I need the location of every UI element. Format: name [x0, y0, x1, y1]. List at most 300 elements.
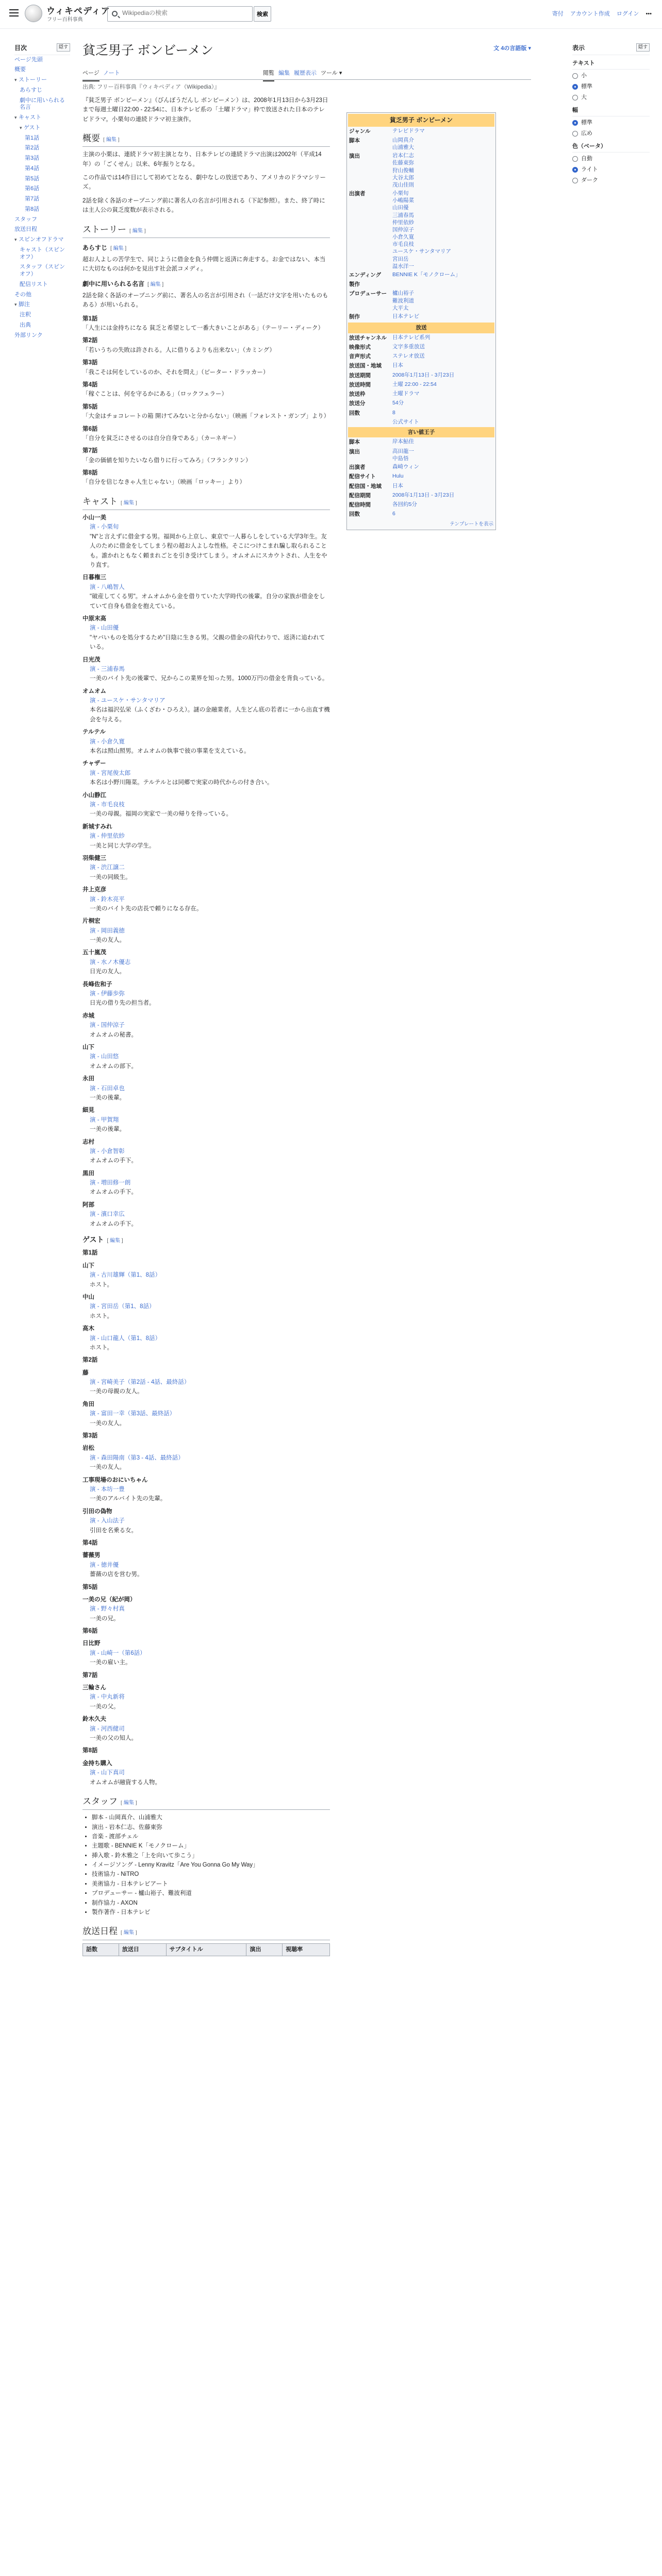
radio-option[interactable]	[572, 155, 650, 163]
toc-item-label: スピンオフドラマ	[19, 236, 64, 243]
section-title: 劇中に用いられる名言	[82, 280, 145, 287]
cast-actor[interactable]: 演 - 小倉久寛	[90, 738, 125, 745]
infobox-value	[392, 280, 493, 289]
cast-actor[interactable]: 演 - 三浦春馬	[90, 666, 125, 672]
infobox-row	[348, 389, 494, 399]
toc-item[interactable]	[14, 310, 70, 320]
infobox-value-item[interactable]: 山浦雅大	[392, 144, 414, 151]
cast-actor[interactable]: 演 - 増田修一朗	[90, 1180, 131, 1187]
toc-item-label: 第8話	[25, 206, 40, 212]
guest-episode: 第3話	[82, 1433, 98, 1439]
cast-description: 本名は照山照男。オムオムの執事で彼の事業を支えている。	[90, 748, 250, 755]
cast-description: 日光の借り先の担当者。	[90, 1000, 155, 1007]
guest-description: ホスト。	[90, 1344, 113, 1351]
infobox-value	[392, 381, 493, 389]
toc-item-label: 劇中に用いられる名言	[20, 97, 65, 111]
infobox-value-item[interactable]: 日本テレビ系列	[392, 334, 431, 341]
infobox-row	[348, 437, 494, 447]
infobox-value-item[interactable]: 佐藤東弥	[392, 160, 414, 166]
cast-actor[interactable]: 演 - 小栗旬	[90, 524, 119, 531]
section-title: 概要	[82, 133, 100, 143]
cast-actor[interactable]: 演 - 鈴木亮平	[90, 896, 125, 903]
cast-actor[interactable]: 演 - 小倉智彰	[90, 1148, 125, 1155]
infobox-row	[348, 270, 494, 280]
infobox-row	[348, 371, 494, 380]
radio-button[interactable]	[572, 73, 578, 79]
infobox-value-item[interactable]: 2008年1月13日 - 3月23日	[392, 492, 455, 498]
toc-item[interactable]	[14, 280, 70, 290]
guest-description: 薔薇の店を営む男。	[90, 1571, 143, 1578]
infobox-row	[348, 361, 494, 370]
donate-link[interactable]: 寄付	[552, 11, 564, 17]
cast-actor[interactable]: 演 - 石田卓也	[90, 1085, 125, 1092]
tab-tools[interactable]: ツール ▾	[321, 70, 342, 76]
cast-role: テルテル	[82, 729, 106, 736]
more-options-icon[interactable]: •••	[646, 11, 652, 17]
radio-option[interactable]	[572, 72, 650, 80]
guest-actor[interactable]: 演 - 中丸新将	[90, 1694, 125, 1701]
radio-option[interactable]	[572, 82, 650, 91]
infobox-title: 貧乏男子 ボンビーメン	[348, 114, 494, 127]
toc-item-label: ゲスト	[24, 124, 41, 131]
infobox-value-item[interactable]: 山岡真介	[392, 137, 414, 143]
infobox-value-item[interactable]: 森崎ウィン	[392, 463, 419, 470]
infobox-value-item[interactable]: 各回約5分	[392, 501, 417, 508]
section-staff-heading	[82, 1794, 330, 1810]
infobox-key: 回数	[349, 410, 360, 416]
infobox-section-broadcast: 放送	[348, 323, 494, 333]
toc-item[interactable]	[14, 113, 70, 123]
toc-item[interactable]	[14, 290, 70, 300]
toc-item[interactable]	[14, 55, 70, 65]
radio-button[interactable]	[572, 120, 578, 126]
section-synopsis-heading	[82, 243, 330, 253]
radio-option[interactable]	[572, 93, 650, 102]
overview-paragraph: この作品では14作目にして初めてとなる、劇中なしの放送であり、アメリカのドラマシリーズ。	[82, 174, 326, 191]
infobox-row	[348, 333, 494, 343]
infobox-value-item[interactable]: 8	[392, 409, 395, 416]
infobox-value-item[interactable]: 文字多重放送	[392, 343, 425, 350]
staff-item: • 美術協力 - 日本テレビアート	[92, 1879, 330, 1889]
toc-item[interactable]	[14, 96, 70, 113]
section-title: スタッフ	[82, 1796, 118, 1806]
main-cast-list	[82, 513, 330, 819]
toc-item-label: 外部リンク	[14, 332, 43, 338]
toc-item-label: 出典	[20, 321, 31, 328]
staff-item: • 挿入歌 - 鈴木雅之「上を向いて歩こう」	[92, 1851, 330, 1860]
infobox-key: 脚本	[349, 439, 360, 446]
section-title: あらすじ	[82, 244, 108, 251]
toc-item-label: 第4話	[25, 165, 40, 172]
guest-episode: 第1話	[82, 1250, 98, 1257]
chevron-down-icon[interactable]: ▾	[14, 77, 17, 83]
edit-section-link[interactable]: [ 編集 ]	[110, 245, 127, 251]
page-tabs	[82, 65, 531, 80]
infobox-value-item[interactable]: 三浦春馬	[392, 212, 414, 218]
cast-actor[interactable]: 演 - 国仲涼子	[90, 1022, 125, 1029]
cast-actor[interactable]: 演 - 市毛良枝	[90, 802, 125, 808]
infobox-value-item[interactable]: Hulu	[392, 473, 404, 480]
toc-item[interactable]	[14, 225, 70, 235]
site-title[interactable]: ウィキペディア	[46, 6, 110, 16]
login-link[interactable]: ログイン	[616, 11, 639, 17]
toc-item[interactable]	[14, 215, 70, 225]
toc-item[interactable]	[14, 164, 70, 174]
infobox-value-item[interactable]: 小倉久寛	[392, 234, 414, 241]
edit-section-link[interactable]: [ 編集 ]	[103, 137, 120, 143]
radio-button[interactable]	[572, 178, 578, 183]
guest-actor[interactable]: 演 - 入山法子	[90, 1518, 125, 1524]
cast-actor[interactable]: 演 - 仲里依紗	[90, 833, 125, 840]
search-icon	[112, 11, 118, 16]
toc-item-label: キャスト（スピンオフ）	[20, 246, 65, 260]
episode-quote: 「自分を貧乏にさせるのは自分自身である」（カーネギー）	[82, 435, 240, 442]
infobox-value-item[interactable]: 高田龍一	[392, 448, 414, 454]
infobox-value	[392, 313, 493, 321]
guest-actor[interactable]: 演 - 山口龍人（第1、8話）	[90, 1335, 161, 1342]
tab-edit[interactable]: 編集	[278, 70, 290, 76]
toc-item-label: 配信リスト	[20, 281, 48, 287]
cast-description: オムオムの秘書。	[90, 1031, 137, 1038]
infobox-value-item[interactable]: 2008年1月13日 - 3月23日	[392, 371, 455, 378]
cast-actor[interactable]: 演 - ユースケ・サンタマリア	[90, 698, 166, 704]
infobox-value-item[interactable]: 小嶋陽菜	[392, 197, 414, 204]
toc-item[interactable]	[14, 235, 70, 245]
toc-item[interactable]	[14, 65, 70, 75]
tab-page[interactable]: ページ	[82, 69, 100, 81]
edit-section-link[interactable]: [ 編集 ]	[121, 1800, 137, 1806]
guest-actor[interactable]: 演 - 富田一幸（第3話、最終話）	[90, 1411, 176, 1417]
main-content	[82, 41, 531, 1956]
cast-role: 赤城	[82, 1012, 94, 1019]
toc-item-label: 第6話	[25, 185, 40, 192]
cast-description: オムオムの手下。	[90, 1221, 137, 1227]
search-input[interactable]	[122, 9, 246, 16]
episode-label: 第4話	[82, 381, 98, 388]
table-header-cell: サブタイトル	[166, 1943, 246, 1956]
episode-quote: 「大金はチョコレートの箱 開けてみないと分からない」（映画「フォレスト・ガンプ」より）	[82, 413, 330, 420]
infobox-key: 放送チャンネル	[349, 334, 387, 341]
tab-talk[interactable]: ノート	[103, 70, 120, 76]
cast-role: 小山一美	[82, 515, 106, 521]
cast-description: 一美の同級生。	[90, 874, 131, 880]
language-button[interactable]: 文 4の言語版 ▾	[493, 45, 531, 52]
cast-actor[interactable]: 演 - 濱口幸広	[90, 1211, 125, 1218]
staff-item: • イメージソング - Lenny Kravitz「Are You Gonna Go My Way」	[92, 1860, 330, 1870]
infobox-spinoff-rows	[348, 437, 494, 519]
edit-section-link[interactable]: [ 編集 ]	[107, 1238, 123, 1244]
infobox-value-item[interactable]: 仲里依紗	[392, 219, 414, 226]
infobox-value	[392, 334, 493, 342]
cast-role: 細見	[82, 1107, 94, 1114]
tab-tools-label: ツール	[321, 70, 338, 76]
guest-role: 高木	[82, 1326, 94, 1332]
infobox-key: 配信サイト	[349, 473, 376, 480]
chevron-down-icon[interactable]: ▾	[14, 115, 17, 121]
infobox-value-item[interactable]: 岩本仁志	[392, 152, 414, 159]
infobox-value	[392, 271, 493, 279]
guest-actor[interactable]: 演 - 徳井優	[90, 1562, 119, 1568]
toc-item[interactable]	[14, 205, 70, 215]
infobox-value-item[interactable]: 日本テレビ	[392, 313, 420, 319]
guest-actor[interactable]: 演 - 山崎一（第6話）	[90, 1650, 146, 1656]
cast-actor[interactable]: 演 - 山田優	[90, 625, 119, 632]
search-box[interactable]	[107, 6, 253, 22]
guest-actor[interactable]: 演 - 山下真司	[90, 1770, 125, 1776]
guest-role: 角田	[82, 1401, 94, 1408]
guest-actor[interactable]: 演 - 森田陽南（第3 - 4話、最終話）	[90, 1454, 184, 1461]
radio-button[interactable]	[572, 156, 578, 162]
guest-description: 一美の友人。	[90, 1464, 125, 1471]
episode-quote: 「自分を信じなきゃ人生じゃない」（映画「ロッキー」より）	[82, 479, 246, 486]
cast-actor[interactable]: 演 - 宮尾俊太郎	[90, 770, 131, 776]
toc-item[interactable]	[14, 320, 70, 331]
infobox-value-item[interactable]: 宮田岳	[392, 256, 409, 262]
toc-item-label: 第5話	[25, 175, 40, 182]
infobox-row	[348, 280, 494, 289]
toc-item-label: キャスト	[19, 114, 41, 121]
appearance-hide-button[interactable]: 隠す	[636, 43, 650, 52]
infobox-value-item[interactable]: 山田優	[392, 205, 409, 211]
infobox-value-item[interactable]: 6	[392, 511, 395, 517]
guest-actor[interactable]: 演 - 河西健司	[90, 1725, 125, 1732]
edit-section-link[interactable]: [ 編集 ]	[121, 500, 137, 506]
cast-actor[interactable]: 演 - 伊藤歩弥	[90, 991, 125, 997]
cast-role: 羽柴健三	[82, 855, 106, 861]
guest-description: ホスト。	[90, 1313, 113, 1319]
infobox-value	[392, 152, 493, 189]
radio-option[interactable]	[572, 129, 650, 138]
infobox-value-item[interactable]: 市毛良枝	[392, 241, 414, 248]
guest-role: 岩松	[82, 1445, 94, 1452]
episode-quote-list	[82, 314, 330, 487]
cast-description: 一美の後輩。	[90, 1094, 125, 1101]
toc-item[interactable]	[14, 245, 70, 263]
infobox-value	[392, 343, 493, 351]
cast-description: 一美のバイト先の店長で頼りになる存在。	[90, 905, 203, 912]
cast-actor[interactable]: 演 - 岡田義徳	[90, 927, 125, 934]
infobox-key: 音声形式	[349, 353, 371, 360]
guest-actor[interactable]: 演 - 本坊一豊	[90, 1486, 125, 1493]
toc-item[interactable]	[14, 154, 70, 164]
staff-item: • 音楽 - 渡部チェル	[92, 1832, 330, 1841]
infobox-value-item[interactable]: ステレオ放送	[392, 353, 425, 360]
radio-label: 広め	[581, 130, 592, 137]
toc-item[interactable]	[14, 184, 70, 194]
cast-actor[interactable]: 演 - 水ノ木優志	[90, 959, 131, 965]
toc-item[interactable]	[14, 300, 70, 310]
toc-item[interactable]	[14, 331, 70, 341]
cast-actor[interactable]: 演 - 渋江譲二	[90, 865, 125, 871]
schedule-table	[82, 1943, 330, 1957]
infobox-key: 放送分	[349, 400, 366, 407]
infobox-value-item[interactable]: 54分	[392, 400, 404, 406]
infobox-value-item[interactable]: 日本	[392, 482, 403, 489]
infobox-key: 出演者	[349, 191, 366, 197]
section-cast-heading	[82, 495, 330, 510]
main-menu-icon[interactable]	[9, 9, 19, 16]
cast-role: 志村	[82, 1139, 94, 1145]
toc-item[interactable]	[14, 194, 70, 205]
radio-button[interactable]	[572, 95, 578, 100]
infobox-value	[392, 127, 493, 135]
tab-read[interactable]: 閲覧	[263, 69, 274, 81]
infobox-value-item[interactable]: ユースケ・サンタマリア	[392, 248, 452, 255]
infobox-value-item[interactable]: 大平太	[392, 304, 409, 311]
chevron-down-icon[interactable]: ▾	[20, 125, 22, 130]
cast-actor[interactable]: 演 - 八嶋智人	[90, 584, 125, 590]
guest-role: 藤	[82, 1369, 89, 1376]
cast-description: "破産してくる男"。オムオムから金を借りていた大学時代の後輩。自分の家族が借金をしていて自身も借金を抱えている。	[90, 594, 325, 609]
cast-description: 一美のバイト先の後輩で、兄からこの業界を知った男。1000万円の借金を背負っている。	[90, 675, 328, 682]
toc-hide-button[interactable]: 隠す	[57, 43, 70, 52]
infobox-row	[348, 418, 494, 426]
radio-button[interactable]	[572, 167, 578, 173]
article-body	[82, 96, 330, 1956]
infobox	[346, 112, 496, 530]
guest-cast-list	[82, 1248, 330, 1787]
guest-role: 工事現場のおにいちゃん	[82, 1477, 148, 1483]
infobox-value-item[interactable]: 狩山俊輔	[392, 167, 414, 174]
infobox-value-item[interactable]: 日本	[392, 362, 403, 369]
edit-section-link[interactable]: [ 編集 ]	[129, 228, 146, 234]
cast-role: 五十嵐茂	[82, 950, 106, 956]
toc-item[interactable]	[14, 174, 70, 184]
chevron-down-icon[interactable]: ▾	[14, 302, 17, 308]
toc-item[interactable]	[14, 133, 70, 144]
infobox-key: 配信国・地域	[349, 483, 382, 489]
toc-item[interactable]	[14, 262, 70, 280]
cast-description: 一美の友人。	[90, 937, 125, 944]
cast-description: 本名は福沢弘栄（ふくざわ・ひろえ）。謎の金融業者。人生どん底の若者に一から出直す機会を与える。	[90, 707, 330, 723]
infobox-value-item[interactable]: 難波利道	[392, 297, 414, 304]
infobox-row	[348, 399, 494, 408]
edit-section-link[interactable]: [ 編集 ]	[121, 1930, 137, 1936]
radio-label: 標準	[581, 119, 592, 126]
infobox-value-item[interactable]: 温水洋一	[392, 263, 414, 269]
toc-item-label: スタッフ	[14, 216, 37, 223]
infobox-key: 放送期間	[349, 372, 371, 379]
toc-item[interactable]	[14, 123, 70, 133]
guest-actor[interactable]: 演 - 宮田岳（第1、8話）	[90, 1303, 155, 1310]
cast-actor[interactable]: 演 - 甲賀翔	[90, 1116, 119, 1123]
infobox-value-item[interactable]: 茂山佳則	[392, 181, 414, 188]
cast-actor[interactable]: 演 - 山田悠	[90, 1054, 119, 1060]
guest-role: 中山	[82, 1294, 94, 1300]
cast-description: オムオムの手下。	[90, 1158, 137, 1164]
toc-item-label: 第2話	[25, 145, 40, 151]
edit-section-link[interactable]: [ 編集 ]	[147, 281, 164, 287]
appearance-title: 表示	[572, 44, 585, 52]
cast-role: 新城すみれ	[82, 823, 112, 830]
infobox-value-item[interactable]: 櫨山裕子	[392, 290, 414, 297]
infobox-value-item[interactable]: 土曜 22:00 - 22:54	[392, 381, 437, 387]
guest-actor[interactable]: 演 - 宮崎美子（第2話 - 4話、最終話）	[90, 1379, 190, 1386]
guest-role: 金持ち購入	[82, 1760, 112, 1767]
infobox-value-item[interactable]: 土曜ドラマ	[392, 391, 420, 397]
episode-label: 第7話	[82, 448, 98, 454]
chevron-down-icon[interactable]: ▾	[14, 237, 17, 243]
infobox-value-item[interactable]: 小栗旬	[392, 190, 409, 197]
guest-role: 山下	[82, 1262, 94, 1269]
section-guest-heading	[82, 1234, 330, 1245]
radio-button[interactable]	[572, 84, 578, 90]
cast-role: 井上克彦	[82, 887, 106, 893]
infobox-key: 放送枠	[349, 391, 366, 398]
text-size-options	[572, 72, 650, 102]
staff-item: • 技術協力 - NiTRO	[92, 1870, 330, 1879]
staff-list	[82, 1813, 330, 1917]
infobox-value-item[interactable]: 国仲涼子	[392, 226, 414, 233]
infobox-key: 放送国・地域	[349, 363, 382, 369]
infobox-row	[348, 463, 494, 472]
infobox-value-item[interactable]: テレビドラマ	[392, 127, 425, 134]
section-quotes-heading	[82, 279, 330, 289]
toc-item-label: あらすじ	[20, 87, 42, 93]
lead-paragraph: 『貧乏男子 ボンビーメン』（びんぼうだんし ボンビーメン）は、2008年1月13日から3月23日まで毎週土曜日22:00 - 22:54に、日本テレビ系の「土曜ドラマ」枠で放送された日本のテレビドラマ。小栗旬の連続ドラマ初主演作。	[82, 97, 328, 123]
infobox-value-item[interactable]: 公式サイト	[392, 418, 419, 425]
overview-paragraph: 主演の小栗は、連続ドラマ初主演となり、日本テレビの連続ドラマ出演は2002年（平成14年）の「ごくせん」以来、6年振りとなる。	[82, 151, 322, 167]
radio-button[interactable]	[572, 131, 578, 137]
toc-item[interactable]	[14, 86, 70, 96]
search-button[interactable]: 検索	[254, 6, 271, 22]
guest-episode: 第6話	[82, 1628, 98, 1635]
radio-option[interactable]	[572, 176, 650, 185]
infobox-value-item[interactable]: 中島悟	[392, 455, 409, 462]
table-header-cell: 視聴率	[283, 1943, 330, 1956]
guest-actor[interactable]: 演 - 古川雄輝（第1、8話）	[90, 1272, 161, 1279]
infobox-row	[348, 472, 494, 481]
toc-item-label: 概要	[14, 66, 26, 73]
guest-actor[interactable]: 演 - 野々村真	[90, 1606, 125, 1613]
cast-role: 長峰佐和子	[82, 981, 112, 988]
episode-label: 第5話	[82, 403, 98, 410]
color-label: 色（ベータ）	[572, 142, 650, 152]
toc-item-label: 第1話	[25, 134, 40, 141]
guest-episode: 第2話	[82, 1357, 98, 1364]
guest-description: 一美の母親の友人。	[90, 1388, 143, 1395]
radio-option[interactable]	[572, 165, 650, 174]
radio-label: ライト	[581, 166, 598, 173]
toc-item[interactable]	[14, 143, 70, 154]
guest-role: 引田の偽物	[82, 1508, 112, 1515]
cast-description: オムオムの手下。	[90, 1189, 137, 1196]
wikipedia-logo[interactable]	[25, 5, 42, 22]
infobox-row	[348, 352, 494, 361]
toc-item[interactable]	[14, 75, 70, 86]
cast-role: チャザー	[82, 760, 106, 767]
toc-item-label: 第7話	[25, 196, 40, 202]
infobox-row	[348, 510, 494, 519]
language-button-label: 4の言語版	[501, 45, 527, 52]
toc-item-label: 注釈	[20, 312, 31, 318]
guest-role: 一美の兄（紀が岡）	[82, 1596, 136, 1603]
episode-label: 第2話	[82, 337, 98, 344]
radio-option[interactable]	[572, 118, 650, 127]
infobox-row	[348, 482, 494, 491]
infobox-value-item[interactable]: 岸本鮎佳	[392, 438, 414, 445]
create-account-link[interactable]: アカウント作成	[570, 11, 610, 17]
infobox-row	[348, 409, 494, 418]
staff-item: • 演出 - 岩本仁志、佐藤東弥	[92, 1823, 330, 1832]
infobox-value-item[interactable]: 大谷太郎	[392, 174, 414, 181]
radio-label: 大	[581, 94, 587, 100]
tab-history[interactable]: 履歴表示	[294, 70, 317, 76]
episode-quote: 「我こそは何をしているのか、それを問え」（ピーター・ドラッカー）	[82, 369, 269, 376]
show-template-link[interactable]: テンプレートを表示	[450, 521, 493, 527]
infobox-value-item[interactable]: BENNIE K「モノクローム」	[392, 271, 461, 278]
infobox-row	[348, 151, 494, 189]
